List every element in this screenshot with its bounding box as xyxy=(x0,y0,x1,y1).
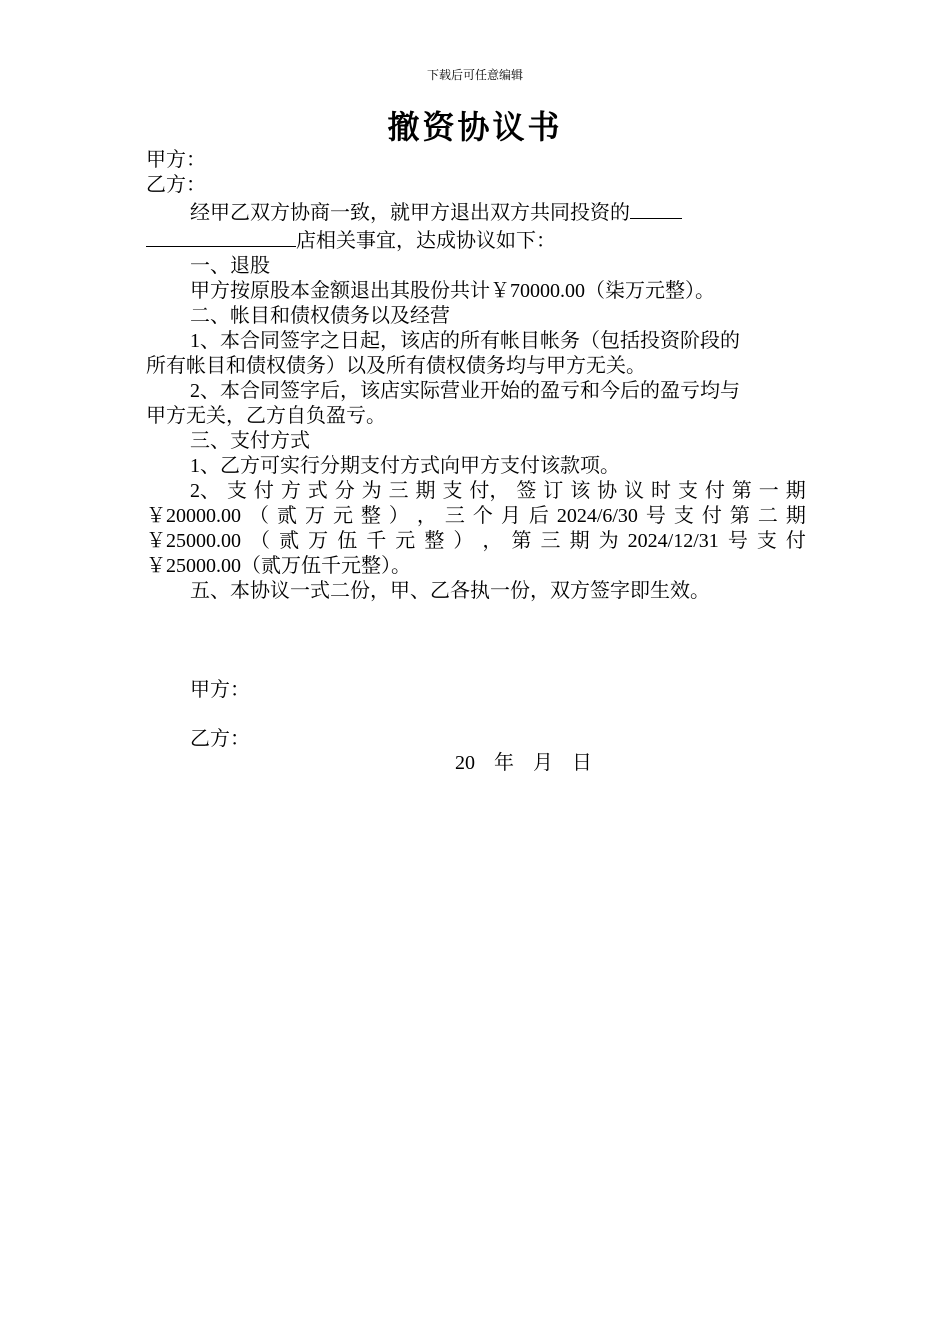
justified-token: 式 xyxy=(307,480,328,502)
justified-token: 贰 xyxy=(276,505,297,527)
shop-name-blank-continued xyxy=(146,226,296,247)
section-3-item-2-line-4: ￥25000.00（贰万伍千元整）。 xyxy=(146,555,411,577)
justified-token: 分 xyxy=(334,480,355,502)
justified-token: （ xyxy=(248,505,269,527)
justified-token: 第 xyxy=(729,505,750,527)
justified-token: 支 xyxy=(226,480,247,502)
justified-token: 付， xyxy=(469,480,510,502)
justified-token: 协 xyxy=(597,480,618,502)
justified-token: ） xyxy=(388,505,409,527)
justified-token: 二 xyxy=(757,505,778,527)
justified-token: 期 xyxy=(785,480,806,502)
justified-token: 伍 xyxy=(337,530,358,552)
justified-token: 号 xyxy=(645,505,666,527)
justified-token: 支 xyxy=(442,480,463,502)
justified-token: 2、 xyxy=(190,480,220,502)
section-2-item-1-line-1: 1、本合同签字之日起，该店的所有帐目帐务（包括投资阶段的 xyxy=(190,330,740,352)
justified-token: 个 xyxy=(472,505,493,527)
justified-token: 号 xyxy=(727,530,748,552)
justified-token: 为 xyxy=(598,530,619,552)
section-3-heading: 三、支付方式 xyxy=(190,430,310,452)
justified-token: 万 xyxy=(304,505,325,527)
justified-token: 时 xyxy=(651,480,671,502)
section-2-item-2-line-1: 2、本合同签字后，该店实际营业开始的盈亏和今后的盈亏均与 xyxy=(190,380,740,402)
justified-token: ￥25000.00 xyxy=(146,530,241,552)
justified-token: 万 xyxy=(308,530,329,552)
justified-token: 付 xyxy=(704,480,725,502)
section-2-item-2-line-2: 甲方无关，乙方自负盈亏。 xyxy=(146,405,386,427)
section-1-text: 甲方按原股本金额退出其股份共计￥70000.00（柒万元整）。 xyxy=(190,280,715,302)
justified-token: ， xyxy=(482,530,503,552)
justified-token: 元 xyxy=(395,530,416,552)
intro-line-1 xyxy=(146,198,806,226)
party-b-label: 乙方： xyxy=(146,174,206,196)
justified-token: 支 xyxy=(677,480,698,502)
justified-token: 为 xyxy=(361,480,382,502)
justified-token: 第 xyxy=(511,530,532,552)
shop-name-blank xyxy=(630,198,682,219)
justified-token: 期 xyxy=(785,505,806,527)
justified-token: ， xyxy=(416,505,437,527)
justified-token: 付 xyxy=(701,505,722,527)
intro-text-2: 店相关事宜，达成协议如下： xyxy=(296,230,556,252)
signature-party-a: 甲方： xyxy=(190,679,250,701)
party-a-label: 甲方： xyxy=(146,149,206,171)
justified-token: ￥20000.00 xyxy=(146,505,241,527)
justified-token: 方 xyxy=(280,480,301,502)
document-title: 撤资协议书 xyxy=(387,109,563,145)
justified-token: 2024/12/31 xyxy=(627,530,719,552)
section-2-item-1-line-2: 所有帐目和债权债务）以及所有债权债务均与甲方无关。 xyxy=(146,355,646,377)
justified-token: 付 xyxy=(785,530,806,552)
agreement-body xyxy=(146,148,806,604)
section-3-item-2-line-3 xyxy=(146,529,806,554)
justified-token: 订 xyxy=(543,480,564,502)
section-5-text: 五、本协议一式二份，甲、乙各执一份，双方签字即生效。 xyxy=(190,580,710,602)
section-3-item-1: 1、乙方可实行分期支付方式向甲方支付该款项。 xyxy=(190,455,620,477)
justified-token: 千 xyxy=(366,530,387,552)
header-note: 下载后可任意编辑 xyxy=(426,68,523,82)
justified-token: 付 xyxy=(253,480,274,502)
justified-token: 月 xyxy=(500,505,521,527)
justified-token: 2024/6/30 xyxy=(556,505,638,527)
justified-token: 期 xyxy=(569,530,590,552)
justified-token: 元 xyxy=(332,505,353,527)
justified-token: 整 xyxy=(360,505,381,527)
section-3-item-2-line-1 xyxy=(146,479,806,504)
justified-token: 支 xyxy=(673,505,694,527)
justified-token: 整 xyxy=(424,530,445,552)
signing-date: 20 年 月 日 xyxy=(455,752,592,774)
justified-token: 签 xyxy=(516,480,537,502)
justified-token: 三 xyxy=(388,480,409,502)
justified-token: ） xyxy=(453,530,474,552)
justified-token: 贰 xyxy=(279,530,300,552)
justified-token: 该 xyxy=(570,480,591,502)
justified-token: 第 xyxy=(731,480,752,502)
justified-token: 支 xyxy=(756,530,777,552)
justified-token: 期 xyxy=(415,480,436,502)
justified-token: 一 xyxy=(758,480,779,502)
intro-line-2 xyxy=(146,226,806,254)
section-2-heading: 二、帐目和债权债务以及经营 xyxy=(190,305,450,327)
justified-token: 三 xyxy=(540,530,561,552)
section-3-item-2-line-2 xyxy=(146,504,806,529)
justified-token: 三 xyxy=(444,505,465,527)
section-1-heading: 一、退股 xyxy=(190,255,270,277)
justified-token: 议 xyxy=(624,480,645,502)
intro-text-1: 经甲乙双方协商一致，就甲方退出双方共同投资的 xyxy=(190,202,630,224)
signature-party-b: 乙方： xyxy=(190,728,250,750)
justified-token: （ xyxy=(250,530,271,552)
justified-token: 后 xyxy=(528,505,549,527)
